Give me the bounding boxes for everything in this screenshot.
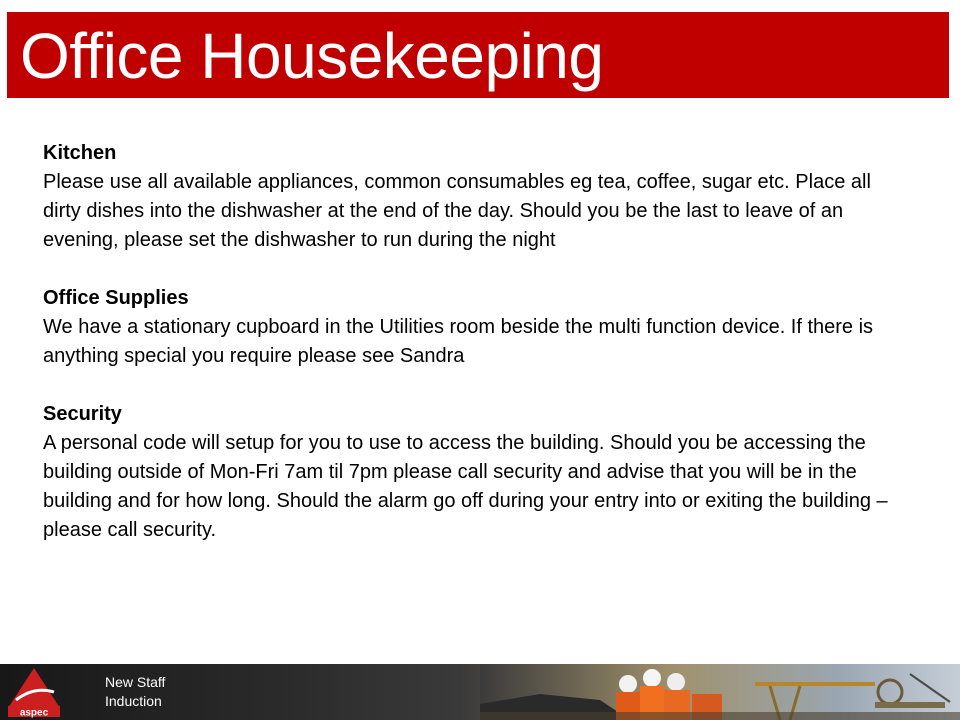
aspec-logo-icon bbox=[4, 666, 64, 718]
section-kitchen bbox=[43, 139, 903, 255]
section-body: We have a stationary cupboard in the Utilities room beside the multi function device. If there is anything special you require please see Sandra bbox=[43, 316, 874, 367]
section-office-supplies bbox=[43, 284, 903, 371]
footer-line-1: New Staff bbox=[105, 674, 166, 690]
section-heading: Security bbox=[43, 403, 122, 425]
slide-content bbox=[43, 139, 903, 574]
section-body: Please use all available appliances, common consumables eg tea, coffee, sugar etc. Place all dirty dishes into the dishwasher at the end of the day. Should you be the last to leave of an evening, please set the dishwasher to run during the night bbox=[43, 171, 871, 251]
svg-text:aspec: aspec bbox=[19, 707, 49, 718]
footer-line-2: Induction bbox=[105, 693, 162, 709]
slide-title: Office Housekeeping bbox=[20, 20, 604, 92]
section-heading: Kitchen bbox=[43, 142, 117, 164]
footer-banner bbox=[0, 664, 960, 720]
section-body: A personal code will setup for you to use to access the building. Should you be accessing the building outside of Mon-Fri 7am til 7pm please call security and advise that you will be in the building and for how long. Should the alarm go off during your entry into or exiting the building – please call security. bbox=[43, 432, 888, 541]
section-heading: Office Supplies bbox=[43, 287, 189, 309]
footer-caption bbox=[105, 673, 165, 711]
construction-workers-photo bbox=[480, 664, 960, 720]
section-security bbox=[43, 400, 903, 545]
title-bar bbox=[7, 12, 949, 98]
